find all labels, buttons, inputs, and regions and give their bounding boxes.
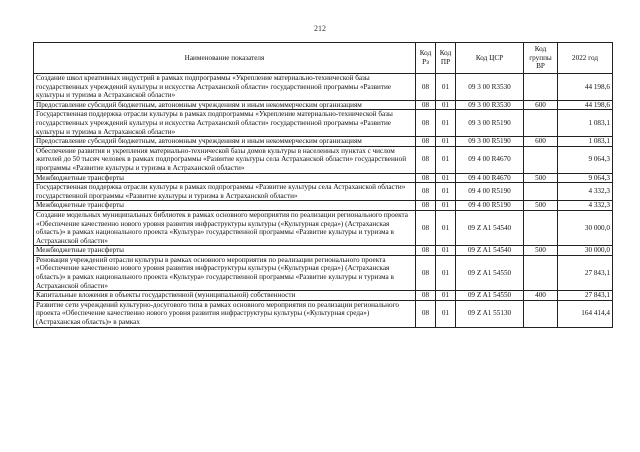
row-rz: 08: [416, 146, 436, 173]
header-vr: Код группы ВР: [524, 43, 558, 74]
row-csr: 09 Z A1 55130: [456, 300, 524, 327]
row-csr: 09 Z A1 54540: [456, 246, 524, 256]
row-name: Межбюджетные трансферты: [34, 201, 416, 211]
row-value: 4 332,3: [558, 183, 613, 201]
row-rz: 08: [416, 100, 436, 110]
row-vr: [524, 210, 558, 245]
table-row: [34, 74, 613, 101]
row-vr: [524, 74, 558, 101]
table-row: [34, 137, 613, 147]
page-number: 212: [314, 24, 326, 33]
row-name: Капитальные вложения в объекты государственной (муниципальной) собственности: [34, 291, 416, 301]
row-pr: 01: [436, 100, 456, 110]
row-csr: 09 3 00 R3530: [456, 74, 524, 101]
table-row: [34, 201, 613, 211]
row-pr: 01: [436, 246, 456, 256]
row-vr: [524, 300, 558, 327]
row-name: Создание школ креативных индустрий в рамках подпрограммы «Укрепление материально-технической базы государственных учреждений культуры и искусства Астраханской области» государственной программы «Развитие культуры и туризма в Астраханской области»: [34, 74, 416, 101]
row-value: 30 000,0: [558, 210, 613, 245]
row-vr: 600: [524, 100, 558, 110]
row-name: Государственная поддержка отрасли культуры в рамках подпрограммы «Укрепление материально-технической базы государственных учреждений культуры и искусства Астраханской области» государственной программы «Развитие культуры и туризма в Астраханской области»: [34, 110, 416, 137]
row-rz: 08: [416, 300, 436, 327]
row-vr: 500: [524, 201, 558, 211]
table-row: [34, 255, 613, 290]
row-value: 27 843,1: [558, 291, 613, 301]
row-vr: [524, 183, 558, 201]
row-pr: 01: [436, 146, 456, 173]
row-pr: 01: [436, 291, 456, 301]
row-vr: 500: [524, 173, 558, 183]
row-csr: 09 4 00 R5190: [456, 183, 524, 201]
row-csr: 09 4 00 R4670: [456, 146, 524, 173]
row-value: 27 843,1: [558, 255, 613, 290]
row-value: 164 414,4: [558, 300, 613, 327]
row-rz: 08: [416, 74, 436, 101]
row-vr: 500: [524, 246, 558, 256]
row-vr: [524, 255, 558, 290]
row-name: Межбюджетные трансферты: [34, 246, 416, 256]
row-pr: 01: [436, 173, 456, 183]
row-rz: 08: [416, 201, 436, 211]
row-pr: 01: [436, 255, 456, 290]
row-name: Обеспечение развития и укрепления материально-технической базы домов культуры в населенных пунктах с числом жителей до 50 тысяч человек в рамках подпрограммы «Развитие культуры села Астраханской области» государственной программы «Развитие культуры и туризма в Астраханской области»: [34, 146, 416, 173]
row-name: Создание модельных муниципальных библиотек в рамках основного мероприятия по реализации регионального проекта «Обеспечение качественно нового уровня развития инфраструктуры культуры («Культурная среда») (Астраханская область)» в рамках национального проекта «Культура» государственной программы «Развитие культуры и туризма в Астраханской области»: [34, 210, 416, 245]
row-csr: 09 3 00 R5190: [456, 110, 524, 137]
row-rz: 08: [416, 210, 436, 245]
row-pr: 01: [436, 201, 456, 211]
row-csr: 09 Z A1 54550: [456, 255, 524, 290]
header-pr: Код ПР: [436, 43, 456, 74]
budget-table: [33, 42, 613, 328]
table-body: [34, 74, 613, 328]
row-rz: 08: [416, 246, 436, 256]
row-csr: 09 Z A1 54550: [456, 291, 524, 301]
row-rz: 08: [416, 110, 436, 137]
row-value: 9 064,3: [558, 173, 613, 183]
row-csr: 09 4 00 R4670: [456, 173, 524, 183]
row-vr: [524, 110, 558, 137]
row-value: 1 083,1: [558, 137, 613, 147]
row-name: Межбюджетные трансферты: [34, 173, 416, 183]
row-pr: 01: [436, 183, 456, 201]
table-row: [34, 300, 613, 327]
row-value: 44 198,6: [558, 100, 613, 110]
row-pr: 01: [436, 74, 456, 101]
row-value: 9 064,3: [558, 146, 613, 173]
header-year: 2022 год: [558, 43, 613, 74]
row-vr: 400: [524, 291, 558, 301]
row-rz: 08: [416, 255, 436, 290]
table-row: [34, 246, 613, 256]
row-rz: 08: [416, 291, 436, 301]
row-rz: 08: [416, 173, 436, 183]
row-value: 30 000,0: [558, 246, 613, 256]
row-csr: 09 4 00 R5190: [456, 201, 524, 211]
table-header-row: [34, 43, 613, 74]
row-pr: 01: [436, 300, 456, 327]
row-name: Государственная поддержка отрасли культуры в рамках подпрограммы «Развитие культуры села Астраханской области» государственной программы «Развитие культуры и туризма в Астраханской области»: [34, 183, 416, 201]
row-csr: 09 3 00 R5190: [456, 137, 524, 147]
row-name: Реновация учреждений отрасли культуры в рамках основного мероприятия по реализации регионального проекта «Обеспечение качественно нового уровня развития инфраструктуры культуры («Культурная среда») (Астраханская область)» в рамках национального проекта «Культура» государственной программы «Развитие культуры и туризма в Астраханской области»: [34, 255, 416, 290]
header-name: Наименование показателя: [34, 43, 416, 74]
table-row: [34, 173, 613, 183]
row-csr: 09 3 00 R3530: [456, 100, 524, 110]
row-value: 1 083,1: [558, 110, 613, 137]
table-row: [34, 146, 613, 173]
row-name: Предоставление субсидий бюджетным, автономным учреждениям и иным некоммерческим организациям: [34, 100, 416, 110]
table-row: [34, 110, 613, 137]
row-pr: 01: [436, 110, 456, 137]
table-row: [34, 100, 613, 110]
row-rz: 08: [416, 137, 436, 147]
row-value: 4 332,3: [558, 201, 613, 211]
row-rz: 08: [416, 183, 436, 201]
row-value: 44 198,6: [558, 74, 613, 101]
row-name: Предоставление субсидий бюджетным, автономным учреждениям и иным некоммерческим организациям: [34, 137, 416, 147]
row-pr: 01: [436, 137, 456, 147]
row-name: Развитие сети учреждений культурно-досугового типа в рамках основного мероприятия по реализации регионального проекта «Обеспечение качественно нового уровня развития инфраструктуры культуры («Культурная среда») (Астраханская область)» в рамках: [34, 300, 416, 327]
row-vr: 600: [524, 137, 558, 147]
table-row: [34, 210, 613, 245]
row-pr: 01: [436, 210, 456, 245]
table-row: [34, 291, 613, 301]
row-vr: [524, 146, 558, 173]
header-rz: Код Рз: [416, 43, 436, 74]
header-csr: Код ЦСР: [456, 43, 524, 74]
row-csr: 09 Z A1 54540: [456, 210, 524, 245]
table-row: [34, 183, 613, 201]
